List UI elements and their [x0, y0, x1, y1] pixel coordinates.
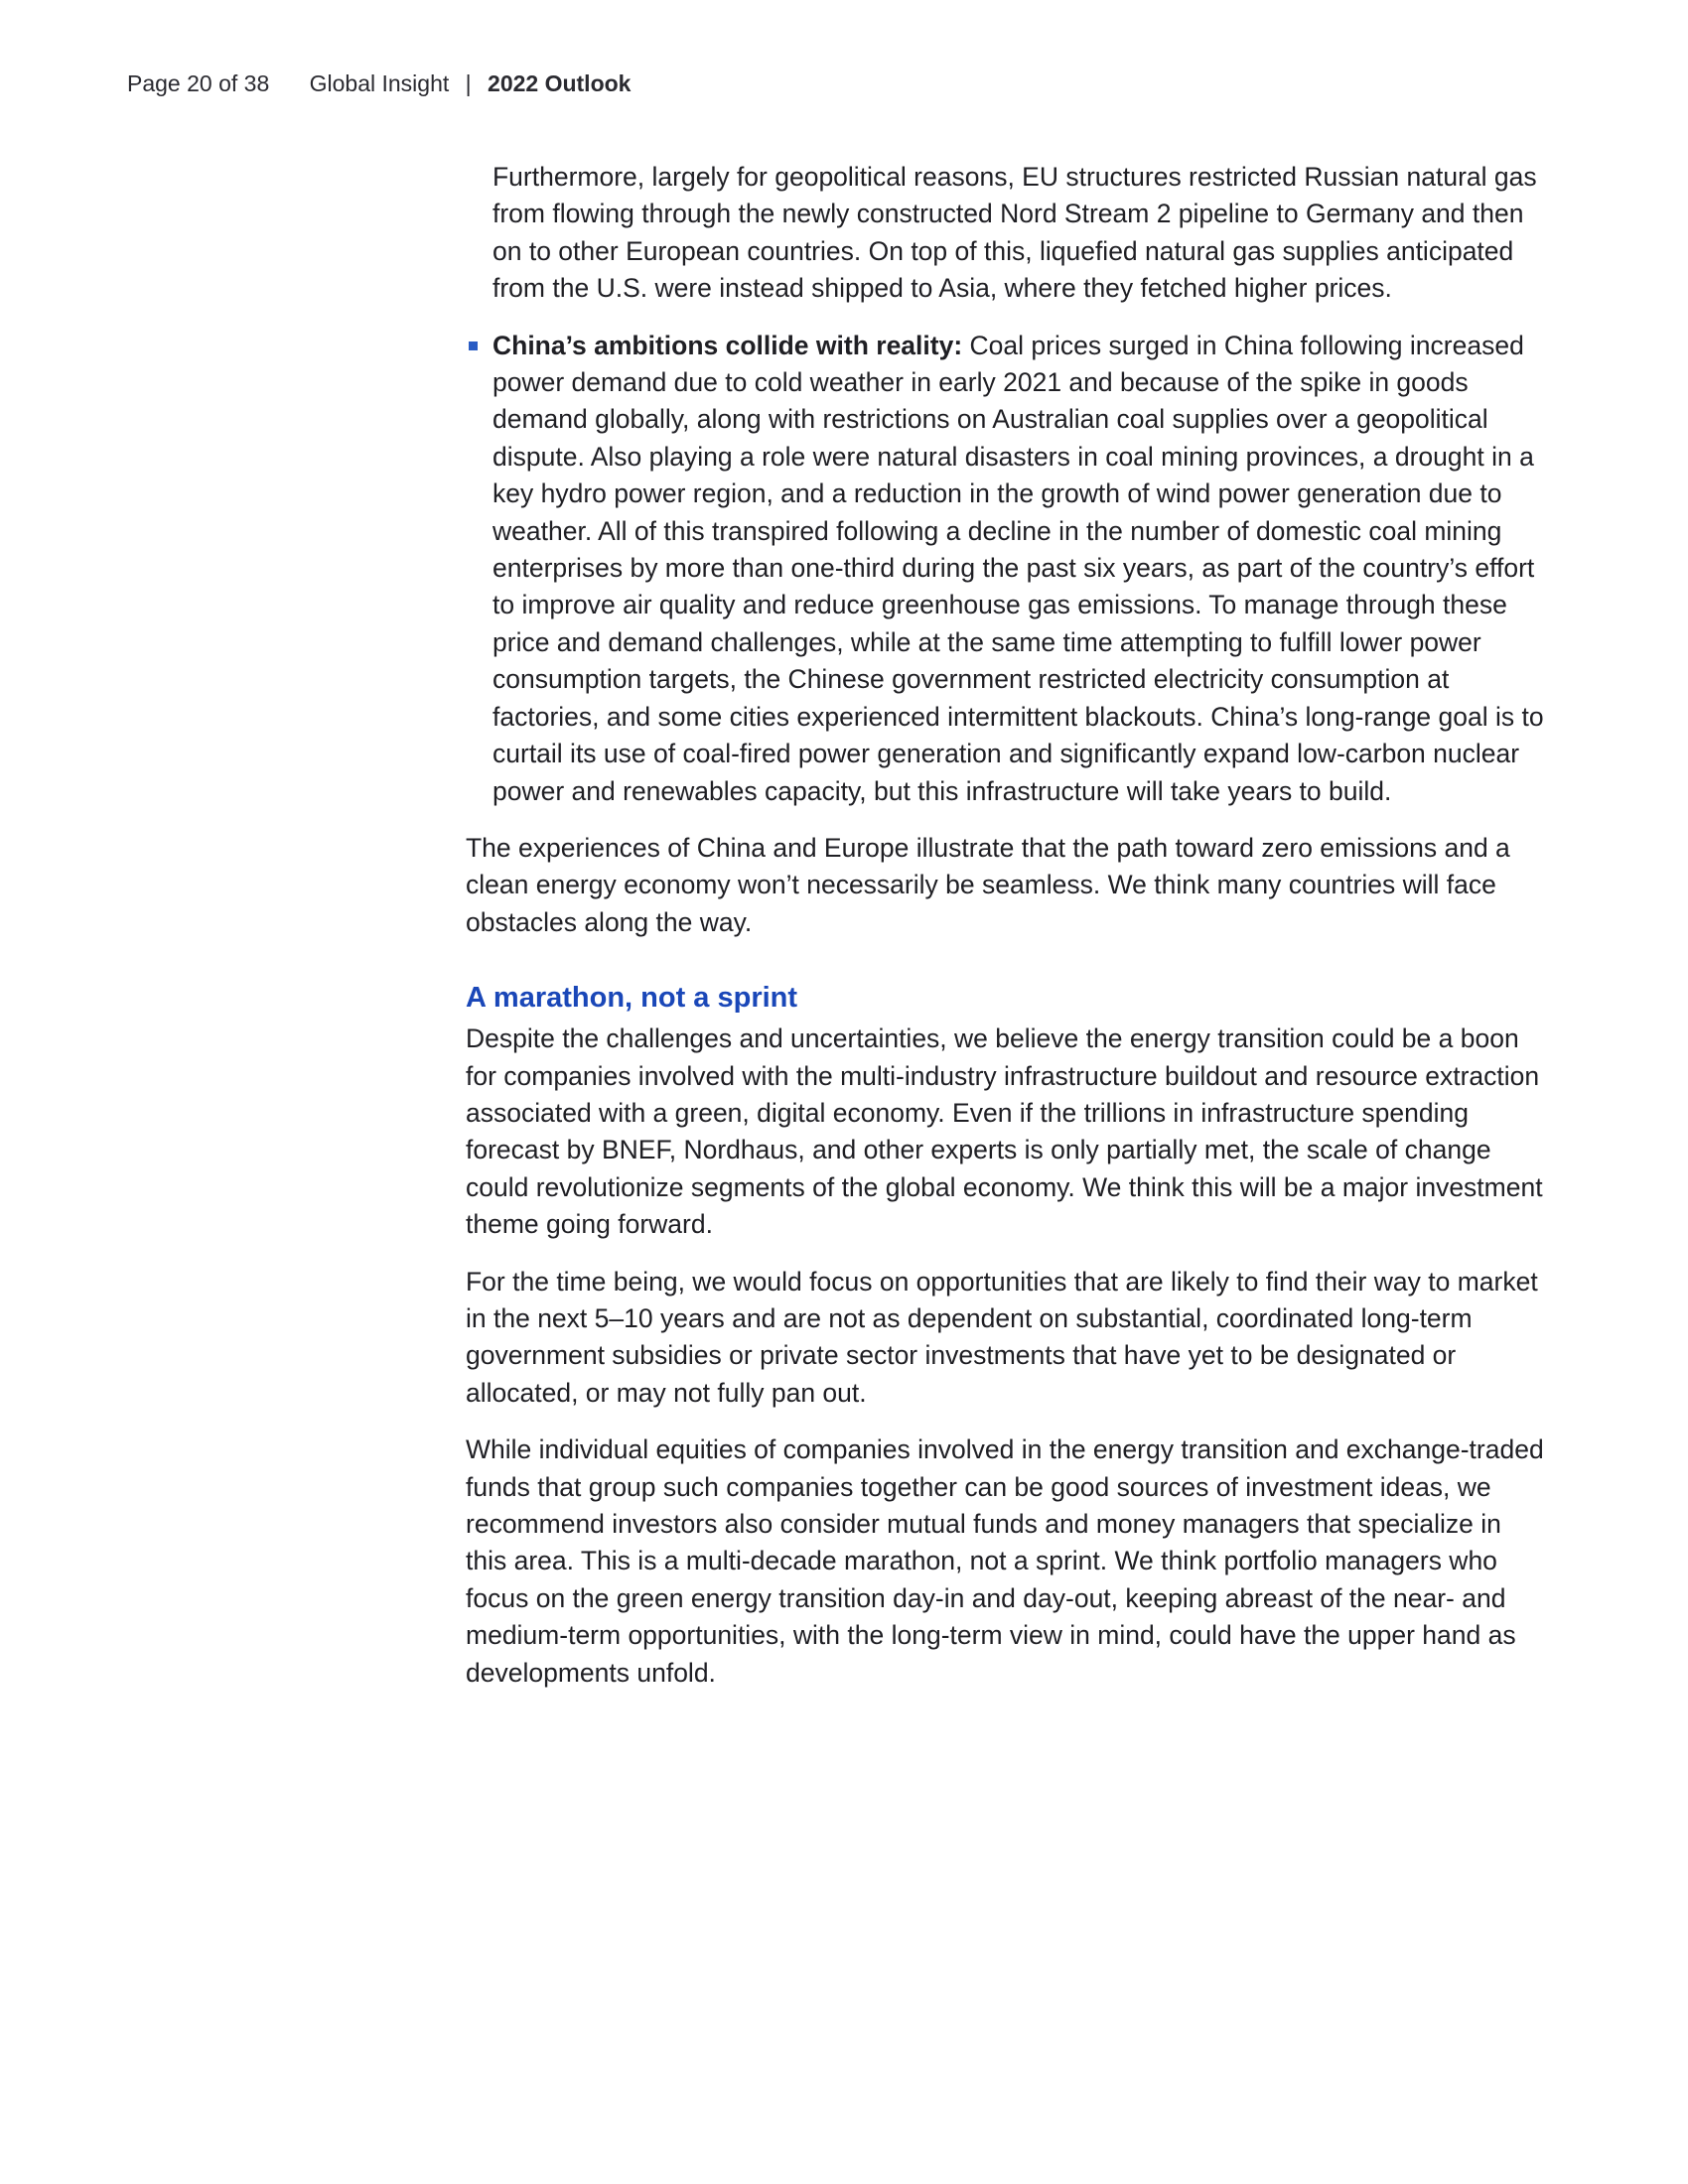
- continued-paragraph: Furthermore, largely for geopolitical reasons, EU structures restricted Russian natural gas from flowing through the newly constructed Nord Stream 2 pipeline to Germany and then on to other European countries. On top of this, liquefied natural gas supplies anticipated from the U.S. were instead shipped to Asia, where they fetched higher prices.: [492, 162, 1537, 304]
- bullet-lead: China’s ambitions collide with reality:: [492, 330, 963, 360]
- paragraph-experiences: The experiences of China and Europe illustrate that the path toward zero emissions and a clean energy economy won’t necessarily be seamless. We think many countries will face obstacles along the way.: [466, 832, 1510, 937]
- section-heading: A marathon, not a sprint: [466, 982, 798, 1015]
- section-paragraph: Despite the challenges and uncertainties, we believe the energy transition could be a boon for companies involved with the multi-industry infrastructure buildout and resource extraction associated with a green, digital economy. Even if the trillions in infrastructure spending forecast by BNEF, Nordhaus, and other experts is only partially met, the scale of change could revolutionize segments of the global economy. We think this will be a major investment theme going forward.: [466, 1024, 1543, 1240]
- edition-title: 2022 Outlook: [488, 70, 632, 96]
- bullet-text: Coal prices surged in China following increased power demand due to cold weather in early 2021 and because of the spike in goods demand globally, along with restrictions on Australian coal supplies over a geopolitical dispute. Also playing a role were natural disasters in coal mining provinces, a drought in a key hydro power region, and a reduction in the growth of wind power generation due to weather. All of this transpired following a decline in the number of domestic coal mining enterprises by more than one-third during the past six years, as part of the country’s effort to improve air quality and reduce greenhouse gas emissions. To manage through these price and demand challenges, while at the same time attempting to fulfill lower power consumption targets, the Chinese government restricted electricity consumption at factories, and some cities experienced intermittent blackouts. China’s long-range goal is to curtail its use of coal-fired power generation and significantly expand low-carbon nuclear power and renewables capacity, but this infrastructure will take years to build.: [492, 330, 1544, 806]
- bullet-item-china: [466, 328, 1548, 810]
- square-bullet-icon: [469, 341, 478, 350]
- page-number: Page 20 of 38: [127, 70, 270, 96]
- page-header: [127, 68, 631, 99]
- header-separator: |: [465, 70, 472, 96]
- article-body: [466, 159, 1548, 1711]
- publication-name: Global Insight: [309, 70, 450, 96]
- section-paragraph: While individual equities of companies involved in the energy transition and exchange-traded funds that group such companies together can be good sources of investment ideas, we recommend investors also consider mutual funds and money managers that specialize in this area. This is a multi-decade marathon, not a sprint. We think portfolio managers who focus on the green energy transition day-in and day-out, keeping abreast of the near- and medium-term opportunities, with the long-term view in mind, could have the upper hand as developments unfold.: [466, 1434, 1544, 1688]
- section-paragraph: For the time being, we would focus on opportunities that are likely to find their way to market in the next 5–10 years and are not as dependent on substantial, coordinated long-term government subsidies or private sector investments that have yet to be designated or allocated, or may not fully pan out.: [466, 1266, 1538, 1408]
